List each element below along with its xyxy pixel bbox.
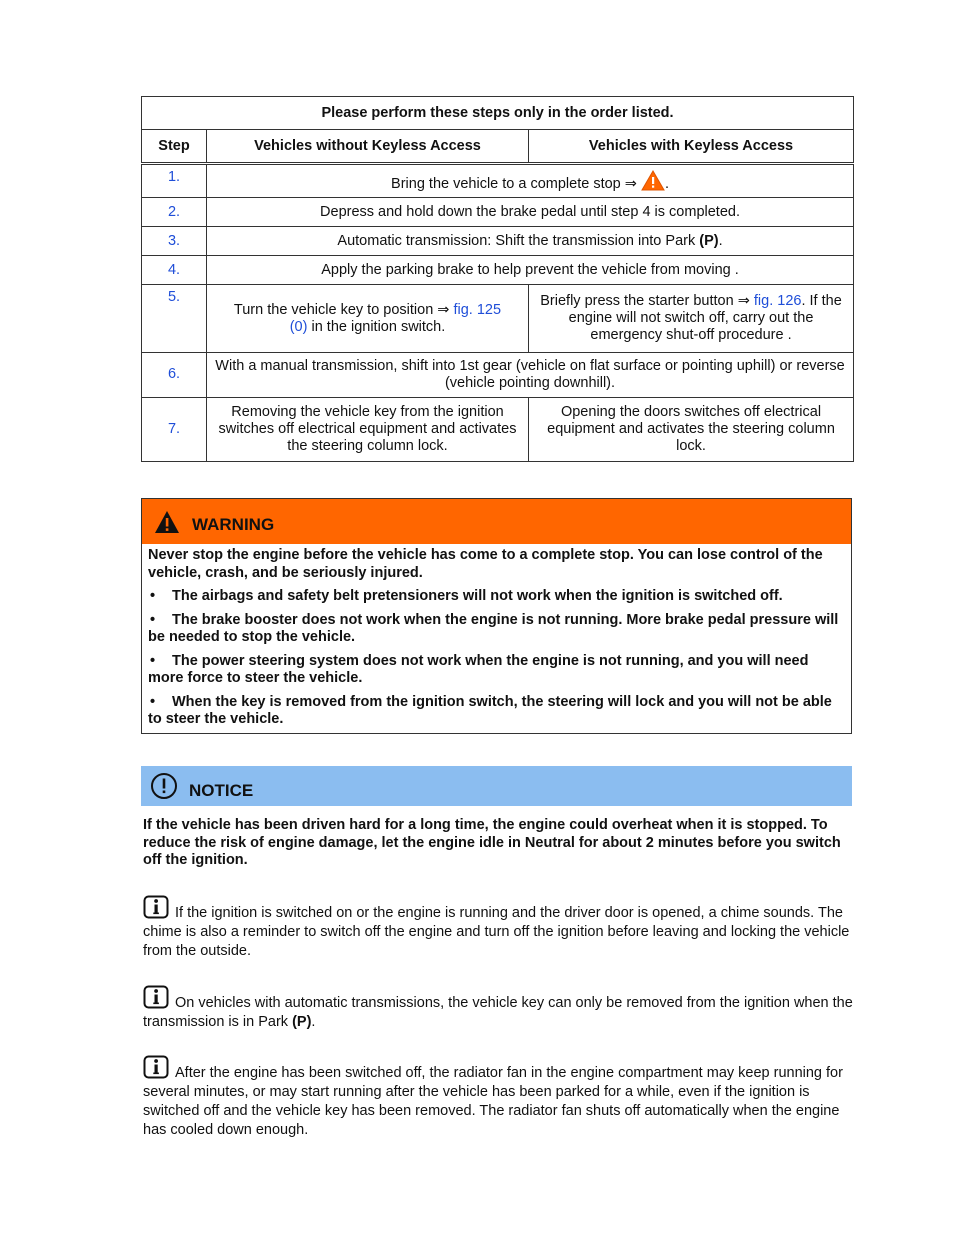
step-text: Apply the parking brake to help prevent the vehicle from moving . [207,256,854,285]
info-icon [143,985,169,1009]
table-row [142,227,854,256]
info-note: After the engine has been switched off, the radiator fan in the engine compartment may keep running for several minutes, or may start running after the vehicle has been parked for a while, even if the ignition is switched off and the vehicle key has been removed. The radiator fan shuts off automatically when the engine has cooled down enough. [143,1055,855,1140]
header-without-keyless: Vehicles without Keyless Access [207,130,529,164]
warning-triangle-icon [154,510,180,534]
step-text-with-keyless: Briefly press the starter button ⇒ fig. 126. If the engine will not switch off, carry out the emergency shut-off procedure . [529,285,854,352]
step-number: 6. [142,352,207,397]
notice-title: NOTICE [189,780,254,800]
warning-bullet: • The power steering system does not work when the engine is not running, and you will need more force to steer the vehicle. [148,652,809,686]
warning-triangle-icon[interactable] [641,170,665,191]
info-note: On vehicles with automatic transmissions, the vehicle key can only be removed from the ignition when the transmission is in Park (P). [143,985,855,1032]
table-title-row [142,97,854,130]
table-row [142,164,854,198]
step-number: 1. [142,164,207,198]
header-step: Step [142,130,207,164]
step-text: Bring the vehicle to a complete stop ⇒ . [207,164,854,198]
warning-box [141,498,852,734]
step-number: 4. [142,256,207,285]
table-title: Please perform these steps only in the order listed. [142,97,854,130]
table-row [142,285,854,352]
step-text: Depress and hold down the brake pedal until step 4 is completed. [207,198,854,227]
warning-bullet: • The brake booster does not work when the engine is not running. More brake pedal pressure will be needed to stop the vehicle. [148,611,839,645]
info-icon [143,1055,169,1079]
table-row [142,352,854,397]
notice-header [141,766,852,806]
info-note: If the ignition is switched on or the engine is running and the driver door is opened, a chime sounds. The chime is also a reminder to switch off the engine and turn off the ignition before leaving and locking the vehicle from the outside. [143,895,855,961]
warning-title: WARNING [192,514,275,534]
table-row [142,397,854,461]
warning-intro: Never stop the engine before the vehicle has come to a complete stop. You can lose control of the vehicle, crash, and be seriously injured. [148,547,823,581]
step-number: 3. [142,227,207,256]
fig-125-link[interactable]: fig. 125 [453,301,502,318]
info-icon [143,895,169,919]
steps-table [141,96,854,462]
table-row [142,256,854,285]
position-0-link[interactable]: (0) [289,318,308,335]
notice-text: If the vehicle has been driven hard for a long time, the engine could overheat when it is stopped. To reduce the risk of engine damage, let the engine idle in Neutral for about 2 minutes before you switch off the ignition. [143,817,841,868]
step-number: 2. [142,198,207,227]
step-text-without-keyless: Removing the vehicle key from the ignition switches off electrical equipment and activates the steering column lock. [207,397,529,461]
step-text: With a manual transmission, shift into 1st gear (vehicle on flat surface or pointing uphill) or reverse (vehicle pointing downhill). [207,352,854,397]
warning-bullet: • When the key is removed from the ignition switch, the steering will lock and you will not be able to steer the vehicle. [148,693,832,727]
warning-bullet: • The airbags and safety belt pretensioners will not work when the ignition is switched off. [150,588,783,604]
step-number: 5. [142,285,207,352]
table-row [142,198,854,227]
step-text-without-keyless: Turn the vehicle key to position ⇒ fig. 125 (0) in the ignition switch. [207,285,529,352]
step-text: Automatic transmission: Shift the transmission into Park (P). [207,227,854,256]
warning-header [142,499,851,544]
step-number: 7. [142,397,207,461]
table-header-row [142,130,854,164]
notice-exclamation-icon [150,772,178,800]
step-text-with-keyless: Opening the doors switches off electrical equipment and activates the steering column lock. [529,397,854,461]
warning-body [142,544,851,729]
fig-126-link[interactable]: fig. 126 [753,293,802,310]
header-with-keyless: Vehicles with Keyless Access [529,130,854,164]
